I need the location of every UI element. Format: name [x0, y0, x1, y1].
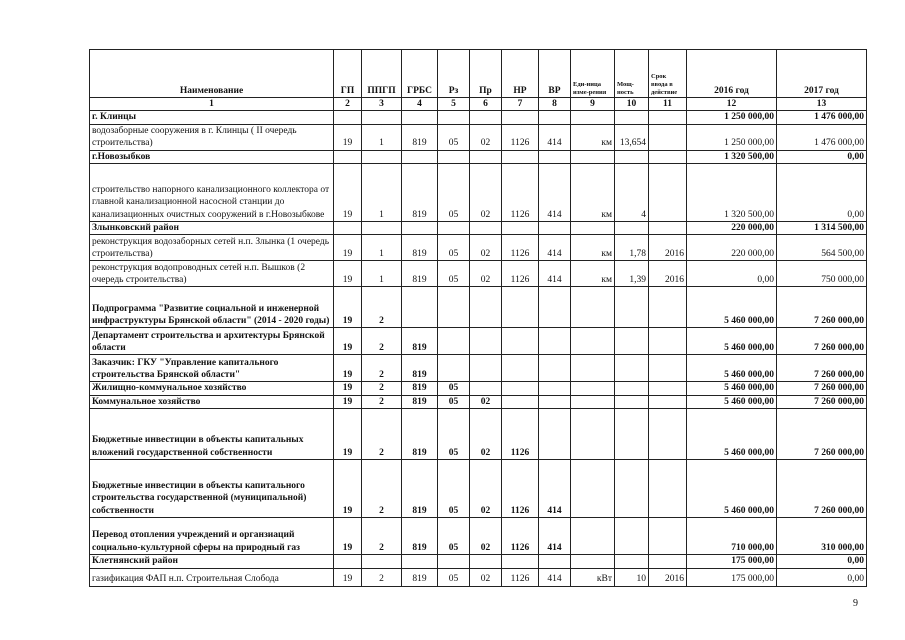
cell-capacity [615, 328, 649, 355]
cell-term [649, 395, 687, 408]
cell-unit [571, 395, 615, 408]
cell-ppgp: 2 [362, 460, 402, 518]
cell-grbs [402, 111, 438, 124]
cell-gp [334, 111, 362, 124]
cell-term [649, 222, 687, 235]
cell-2016: 5 460 000,00 [687, 382, 777, 395]
cell-pr: 02 [470, 261, 502, 287]
cell-term: 2016 [649, 235, 687, 261]
cell-2016: 220 000,00 [687, 222, 777, 235]
cell-2016: 1 320 500,00 [687, 164, 777, 222]
cell-unit [571, 460, 615, 518]
cell-capacity: 10 [615, 568, 649, 586]
table-row [90, 150, 867, 163]
cell-vr [539, 382, 571, 395]
cell-pr [470, 355, 502, 382]
cell-2017: 564 500,00 [777, 235, 867, 261]
col-number: 11 [649, 98, 687, 111]
cell-term [649, 382, 687, 395]
cell-np [502, 111, 539, 124]
cell-grbs: 819 [402, 518, 438, 555]
col-number: 6 [470, 98, 502, 111]
cell-pr: 02 [470, 235, 502, 261]
cell-vr [539, 395, 571, 408]
cell-term [649, 518, 687, 555]
table-row [90, 111, 867, 124]
row-name: реконструкция водопроводных сетей н.п. Вышков (2 очередь строительства) [90, 261, 334, 287]
cell-ppgp: 1 [362, 124, 402, 150]
cell-unit [571, 150, 615, 163]
cell-rz [438, 150, 470, 163]
cell-pr [470, 328, 502, 355]
cell-grbs: 819 [402, 355, 438, 382]
table-row [90, 382, 867, 395]
cell-pr: 02 [470, 409, 502, 460]
row-name: Жилищно-коммунальное хозяйство [90, 382, 334, 395]
cell-pr [470, 111, 502, 124]
cell-vr: 414 [539, 568, 571, 586]
budget-table [89, 49, 867, 587]
header-gp: ГП [334, 50, 362, 98]
cell-2016: 1 250 000,00 [687, 124, 777, 150]
cell-gp: 19 [334, 124, 362, 150]
cell-rz [438, 111, 470, 124]
cell-2016: 5 460 000,00 [687, 409, 777, 460]
cell-2016: 5 460 000,00 [687, 287, 777, 328]
cell-gp: 19 [334, 382, 362, 395]
row-name: Коммунальное хозяйство [90, 395, 334, 408]
cell-pr [470, 150, 502, 163]
cell-unit [571, 287, 615, 328]
cell-grbs: 819 [402, 395, 438, 408]
cell-term: 2016 [649, 261, 687, 287]
cell-grbs: 819 [402, 328, 438, 355]
cell-capacity: 13,654 [615, 124, 649, 150]
cell-pr: 02 [470, 124, 502, 150]
cell-np [502, 287, 539, 328]
cell-vr [539, 328, 571, 355]
cell-gp [334, 222, 362, 235]
cell-gp: 19 [334, 287, 362, 328]
row-name: водозаборные сооружения в г. Клинцы ( II очередь строительства) [90, 124, 334, 150]
cell-gp: 19 [334, 328, 362, 355]
header-term: Срок ввода в действие [649, 50, 687, 98]
cell-np [502, 150, 539, 163]
cell-gp: 19 [334, 568, 362, 586]
col-number: 3 [362, 98, 402, 111]
cell-vr: 414 [539, 124, 571, 150]
cell-ppgp [362, 222, 402, 235]
cell-unit: кВт [571, 568, 615, 586]
cell-ppgp: 2 [362, 382, 402, 395]
cell-vr: 414 [539, 460, 571, 518]
table-row [90, 568, 867, 586]
header-capacity: Мощ-ность [615, 50, 649, 98]
table-row [90, 328, 867, 355]
header-ppgp: ППГП [362, 50, 402, 98]
cell-unit: км [571, 235, 615, 261]
cell-2016: 1 320 500,00 [687, 150, 777, 163]
cell-2017: 1 476 000,00 [777, 111, 867, 124]
cell-grbs: 819 [402, 460, 438, 518]
col-number: 2 [334, 98, 362, 111]
cell-capacity [615, 382, 649, 395]
col-number: 5 [438, 98, 470, 111]
cell-rz: 05 [438, 409, 470, 460]
cell-pr [470, 555, 502, 568]
cell-pr: 02 [470, 518, 502, 555]
cell-capacity [615, 150, 649, 163]
cell-vr [539, 555, 571, 568]
cell-vr: 414 [539, 164, 571, 222]
cell-2016: 220 000,00 [687, 235, 777, 261]
cell-unit [571, 518, 615, 555]
table-row [90, 409, 867, 460]
cell-grbs: 819 [402, 235, 438, 261]
cell-np [502, 395, 539, 408]
cell-2017: 7 260 000,00 [777, 328, 867, 355]
cell-capacity [615, 222, 649, 235]
cell-term [649, 328, 687, 355]
cell-pr: 02 [470, 395, 502, 408]
column-number-row [90, 98, 867, 111]
cell-2017: 1 314 500,00 [777, 222, 867, 235]
cell-term [649, 460, 687, 518]
cell-term: 2016 [649, 568, 687, 586]
cell-ppgp: 2 [362, 395, 402, 408]
header-unit: Еди-ница изме-рения [571, 50, 615, 98]
cell-capacity: 1,78 [615, 235, 649, 261]
header-2017: 2017 год [777, 50, 867, 98]
cell-gp: 19 [334, 261, 362, 287]
cell-2017: 0,00 [777, 568, 867, 586]
cell-np: 1126 [502, 409, 539, 460]
col-number: 4 [402, 98, 438, 111]
header-vr: ВР [539, 50, 571, 98]
cell-np: 1126 [502, 235, 539, 261]
cell-gp: 19 [334, 518, 362, 555]
table-row [90, 518, 867, 555]
table-row [90, 355, 867, 382]
cell-pr [470, 382, 502, 395]
cell-np: 1126 [502, 460, 539, 518]
row-name: г.Новозыбков [90, 150, 334, 163]
cell-unit [571, 555, 615, 568]
cell-ppgp: 2 [362, 328, 402, 355]
cell-ppgp: 2 [362, 287, 402, 328]
cell-rz: 05 [438, 568, 470, 586]
cell-pr [470, 222, 502, 235]
cell-2017: 7 260 000,00 [777, 382, 867, 395]
cell-2017: 750 000,00 [777, 261, 867, 287]
cell-2016: 5 460 000,00 [687, 395, 777, 408]
cell-gp: 19 [334, 409, 362, 460]
col-number: 7 [502, 98, 539, 111]
cell-unit [571, 328, 615, 355]
cell-ppgp: 1 [362, 261, 402, 287]
row-name: г. Клинцы [90, 111, 334, 124]
header-pr: Пр [470, 50, 502, 98]
row-name: Подпрограмма "Развитие социальной и инженерной инфраструктуры Брянской области" (2014 - 2020 годы) [90, 287, 334, 328]
row-name: Бюджетные инвестиции в объекты капитальных вложений государственной собственности [90, 409, 334, 460]
cell-2016: 175 000,00 [687, 568, 777, 586]
row-name: Клетнянский район [90, 555, 334, 568]
cell-unit [571, 222, 615, 235]
row-name: Перевод отопления учреждений и органзиаций социально-культурной сферы на природный газ [90, 518, 334, 555]
cell-capacity [615, 460, 649, 518]
table-row [90, 261, 867, 287]
cell-gp [334, 150, 362, 163]
cell-vr: 414 [539, 518, 571, 555]
cell-unit [571, 409, 615, 460]
header-rz: Рз [438, 50, 470, 98]
cell-capacity [615, 287, 649, 328]
cell-np: 1126 [502, 261, 539, 287]
cell-pr: 02 [470, 460, 502, 518]
cell-vr [539, 150, 571, 163]
cell-pr [470, 287, 502, 328]
cell-2016: 0,00 [687, 261, 777, 287]
cell-vr [539, 287, 571, 328]
cell-np [502, 328, 539, 355]
row-name: Злынковский район [90, 222, 334, 235]
cell-capacity: 1,39 [615, 261, 649, 287]
cell-term [649, 111, 687, 124]
cell-2016: 5 460 000,00 [687, 355, 777, 382]
col-number: 12 [687, 98, 777, 111]
cell-ppgp [362, 555, 402, 568]
cell-gp: 19 [334, 395, 362, 408]
cell-np: 1126 [502, 124, 539, 150]
cell-rz: 05 [438, 460, 470, 518]
cell-rz: 05 [438, 261, 470, 287]
cell-np [502, 355, 539, 382]
cell-capacity [615, 518, 649, 555]
cell-capacity [615, 355, 649, 382]
cell-grbs: 819 [402, 409, 438, 460]
col-number: 13 [777, 98, 867, 111]
row-name: строительство напорного канализационного коллектора от главной канализационной насосной станции до канализационных очистных сооружений в г.Новозыбкове [90, 164, 334, 222]
cell-term [649, 164, 687, 222]
col-number: 1 [90, 98, 334, 111]
cell-term [649, 355, 687, 382]
cell-np [502, 382, 539, 395]
cell-grbs: 819 [402, 568, 438, 586]
cell-2017: 7 260 000,00 [777, 460, 867, 518]
cell-rz [438, 555, 470, 568]
cell-rz [438, 355, 470, 382]
cell-unit: км [571, 124, 615, 150]
cell-grbs [402, 222, 438, 235]
cell-term [649, 409, 687, 460]
cell-vr [539, 355, 571, 382]
cell-2016: 710 000,00 [687, 518, 777, 555]
cell-vr [539, 111, 571, 124]
cell-unit [571, 111, 615, 124]
cell-2017: 1 476 000,00 [777, 124, 867, 150]
cell-unit [571, 382, 615, 395]
cell-pr: 02 [470, 568, 502, 586]
cell-np [502, 555, 539, 568]
row-name: Бюджетные инвестиции в объекты капитального строительства государственной (муниципальной) собственности [90, 460, 334, 518]
cell-2017: 0,00 [777, 150, 867, 163]
cell-ppgp: 1 [362, 164, 402, 222]
cell-grbs: 819 [402, 261, 438, 287]
col-number: 10 [615, 98, 649, 111]
row-name: Департамент строительства и архитектуры Брянской области [90, 328, 334, 355]
cell-ppgp: 2 [362, 568, 402, 586]
cell-2016: 1 250 000,00 [687, 111, 777, 124]
cell-2016: 5 460 000,00 [687, 328, 777, 355]
cell-gp: 19 [334, 460, 362, 518]
cell-capacity [615, 555, 649, 568]
cell-np: 1126 [502, 568, 539, 586]
table-row [90, 222, 867, 235]
cell-vr [539, 409, 571, 460]
row-name: газификация ФАП н.п. Строительная Слобода [90, 568, 334, 586]
row-name: Заказчик: ГКУ "Управление капитального строительства Брянской области" [90, 355, 334, 382]
cell-capacity [615, 409, 649, 460]
cell-capacity [615, 395, 649, 408]
cell-term [649, 287, 687, 328]
cell-pr: 02 [470, 164, 502, 222]
table-row [90, 395, 867, 408]
table-row [90, 124, 867, 150]
cell-ppgp: 2 [362, 518, 402, 555]
cell-rz: 05 [438, 235, 470, 261]
col-number: 8 [539, 98, 571, 111]
cell-vr: 414 [539, 235, 571, 261]
cell-2017: 310 000,00 [777, 518, 867, 555]
cell-gp: 19 [334, 235, 362, 261]
cell-np [502, 222, 539, 235]
cell-term [649, 124, 687, 150]
cell-vr: 414 [539, 261, 571, 287]
table-row [90, 235, 867, 261]
cell-rz: 05 [438, 518, 470, 555]
cell-2017: 0,00 [777, 164, 867, 222]
cell-np: 1126 [502, 518, 539, 555]
cell-rz: 05 [438, 395, 470, 408]
cell-ppgp: 2 [362, 355, 402, 382]
cell-2017: 0,00 [777, 555, 867, 568]
page-number: 9 [853, 598, 858, 609]
cell-rz [438, 328, 470, 355]
table-row [90, 287, 867, 328]
cell-grbs [402, 150, 438, 163]
cell-capacity [615, 111, 649, 124]
cell-2017: 7 260 000,00 [777, 395, 867, 408]
cell-term [649, 150, 687, 163]
cell-2017: 7 260 000,00 [777, 409, 867, 460]
row-name: реконструкция водозаборных сетей н.п. Злынка (1 очередь строительства) [90, 235, 334, 261]
cell-rz: 05 [438, 124, 470, 150]
cell-grbs: 819 [402, 382, 438, 395]
col-number: 9 [571, 98, 615, 111]
cell-unit: км [571, 261, 615, 287]
cell-np: 1126 [502, 164, 539, 222]
cell-ppgp: 1 [362, 235, 402, 261]
cell-grbs [402, 287, 438, 328]
header-name: Наименование [90, 50, 334, 98]
header-np: НР [502, 50, 539, 98]
header-row [90, 50, 867, 98]
cell-2016: 175 000,00 [687, 555, 777, 568]
cell-grbs [402, 555, 438, 568]
cell-2016: 5 460 000,00 [687, 460, 777, 518]
cell-rz: 05 [438, 382, 470, 395]
cell-rz: 05 [438, 164, 470, 222]
cell-vr [539, 222, 571, 235]
cell-rz [438, 222, 470, 235]
cell-gp: 19 [334, 164, 362, 222]
cell-unit [571, 355, 615, 382]
cell-gp: 19 [334, 355, 362, 382]
cell-term [649, 555, 687, 568]
cell-gp [334, 555, 362, 568]
cell-capacity: 4 [615, 164, 649, 222]
table-row [90, 555, 867, 568]
cell-ppgp [362, 111, 402, 124]
cell-grbs: 819 [402, 124, 438, 150]
cell-grbs: 819 [402, 164, 438, 222]
cell-unit: км [571, 164, 615, 222]
cell-2017: 7 260 000,00 [777, 355, 867, 382]
table-row [90, 460, 867, 518]
cell-ppgp [362, 150, 402, 163]
cell-ppgp: 2 [362, 409, 402, 460]
table-row [90, 164, 867, 222]
cell-rz [438, 287, 470, 328]
cell-2017: 7 260 000,00 [777, 287, 867, 328]
header-2016: 2016 год [687, 50, 777, 98]
header-grbs: ГРБС [402, 50, 438, 98]
